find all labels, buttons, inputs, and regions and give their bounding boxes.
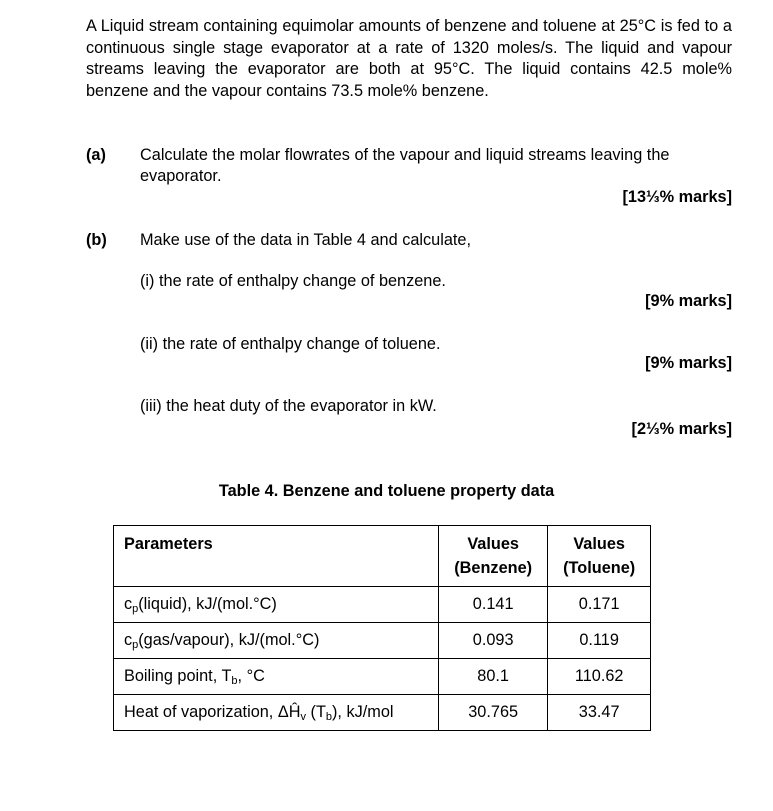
table-header-row (114, 526, 651, 587)
param-cp-liquid: $c_p(liquid)$, kJ/(mol.°C) (114, 587, 439, 623)
part-b-text: Make use of the data in Table 4 and calculate, (140, 231, 471, 249)
header-parameters: Parameters (114, 526, 439, 587)
problem-statement: A Liquid stream containing equimolar amounts of benzene and toluene at 25°C is fed to a continuous single stage evaporator at a rate of 1320 moles/s. The liquid and vapour streams leaving the evaporator are both at 95°C. The liquid contains 42.5 mole% benzene and the vapour contains 73.5 mole% benzene. (86, 17, 732, 100)
benzene-heat-of-vaporization: 30.765 (439, 695, 548, 731)
table-row (114, 695, 651, 731)
part-b-iii-marks: [2⅓% marks] (631, 420, 732, 438)
param-cp-gas: $c_p(gas/vapour)$, kJ/(mol.°C) (114, 623, 439, 659)
part-b-ii-marks: [9% marks] (645, 354, 732, 372)
header-toluene: Values (Toluene) (548, 526, 651, 587)
table-row (114, 623, 651, 659)
table-row (114, 659, 651, 695)
param-heat-of-vaporization: Heat of vaporization, $\Delta Ĥ_v$ $(T_b)$, kJ/mol (114, 695, 439, 731)
property-table (113, 525, 651, 731)
toluene-boiling-point: 110.62 (548, 659, 651, 695)
toluene-cp-liquid: 0.171 (548, 587, 651, 623)
part-a-label: (a) (86, 146, 106, 164)
header-benzene: Values (Benzene) (439, 526, 548, 587)
toluene-heat-of-vaporization: 33.47 (548, 695, 651, 731)
part-b-i-text: (i) the rate of enthalpy change of benzene. (140, 272, 446, 290)
part-a-text: Calculate the molar flowrates of the vapour and liquid streams leaving the evaporator. (140, 146, 670, 185)
table-caption: Table 4. Benzene and toluene property data (218, 482, 555, 500)
part-b-ii-text: (ii) the rate of enthalpy change of toluene. (140, 335, 441, 353)
benzene-boiling-point: 80.1 (439, 659, 548, 695)
benzene-cp-liquid: 0.141 (439, 587, 548, 623)
part-b-label: (b) (86, 231, 107, 249)
part-b-i-marks: [9% marks] (645, 292, 732, 310)
toluene-cp-gas: 0.119 (548, 623, 651, 659)
part-a-marks: [13⅓% marks] (622, 188, 732, 206)
benzene-cp-gas: 0.093 (439, 623, 548, 659)
table-row (114, 587, 651, 623)
param-boiling-point: Boiling point, $T_b$, °C (114, 659, 439, 695)
part-b-iii-text: (iii) the heat duty of the evaporator in kW. (140, 397, 437, 415)
